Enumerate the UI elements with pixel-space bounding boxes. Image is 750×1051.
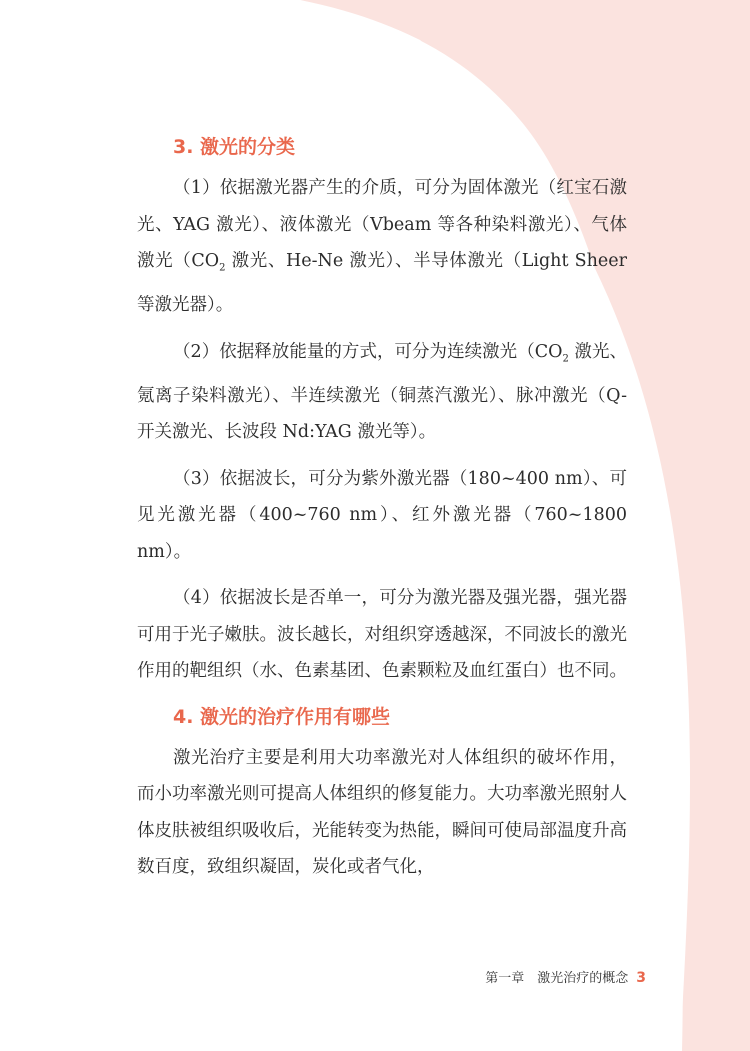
paragraph-classification-energy: （2）依据释放能量的方式，可分为连续激光（$CO_2$ 激光、氪离子染料激光）、半连续激光（铜蒸汽激光）、脉冲激光（Q-开关激光、长波段 Nd:YAG 激光等）。 [137,341,627,442]
page-number: 3 [636,970,646,986]
paragraph-classification-medium: （1）依据激光器产生的介质，可分为固体激光（红宝石激光、YAG 激光）、液体激光（Vbeam 等各种染料激光）、气体激光（$CO_2$ 激光、He-Ne 激光）、半导体激光（Light Sheer 等激光器）。 [137,178,627,315]
chapter-title: 第一章 激光治疗的概念 [485,971,629,986]
section-3-heading: 3. 激光的分类 [173,136,296,158]
section-4-heading: 4. 激光的治疗作用有哪些 [173,705,391,728]
page-footer [485,967,646,986]
page-body [137,130,627,896]
paragraph-classification-single-wavelength: （4）依据波长是否单一，可分为激光器及强光器，强光器可用于光子嫩肤。波长越长，对组织穿透越深，不同波长的激光作用的靶组织（水、色素基团、色素颗粒及血红蛋白）也不同。 [137,588,627,681]
paragraph-classification-wavelength: （3）依据波长，可分为紫外激光器（180~400 nm）、可见光激光器（400~760 nm）、红外激光器（760~1800 nm）。 [137,468,627,562]
paragraph-treatment-effect: 激光治疗主要是利用大功率激光对人体组织的破坏作用，而小功率激光则可提高人体组织的修复能力。大功率激光照射人体皮肤被组织吸收后，光能转变为热能，瞬间可使局部温度升高数百度，致组织凝固，炭化或者气化， [137,747,627,877]
